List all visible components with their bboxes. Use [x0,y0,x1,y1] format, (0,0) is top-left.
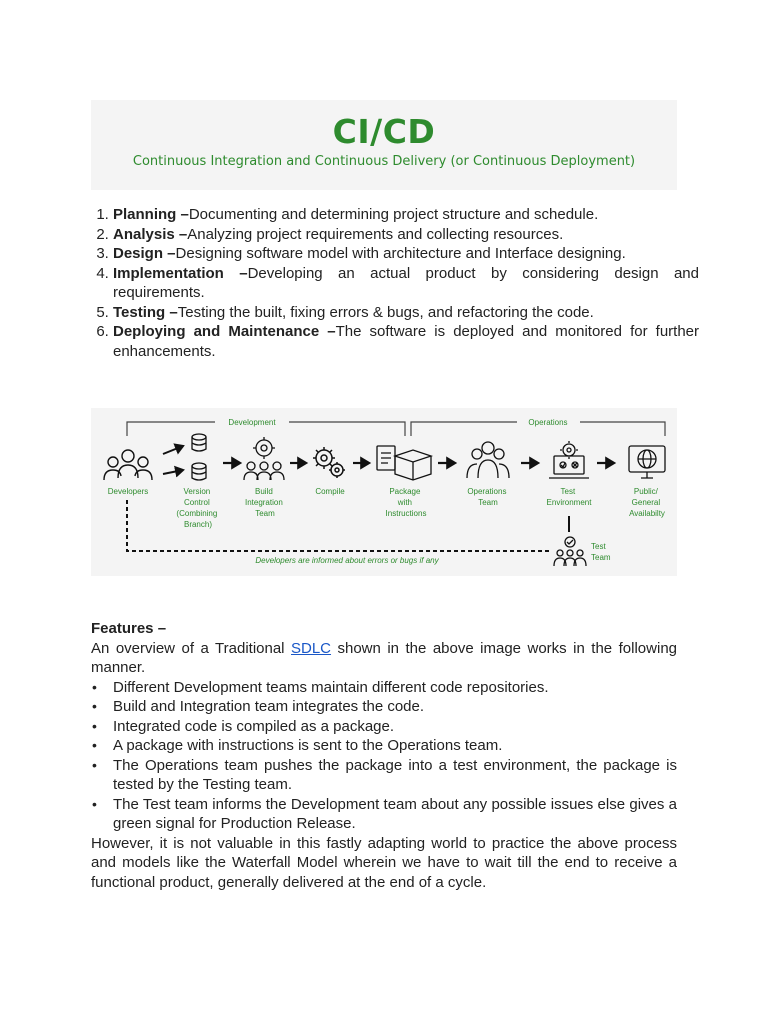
step-text: Analyzing project requirements and collecting resources. [187,225,564,243]
feature-bullet: • The Test team informs the Development team about any possible issues else gives a green signal for Production Release. [113,795,677,834]
database-icon [192,434,206,480]
developers-label: Developers [107,487,149,496]
step-design [113,244,699,264]
test-env-line: Environment [546,498,592,507]
gears-icon [313,447,345,478]
feature-bullet: • Different Development teams maintain different code repositories. [113,678,677,698]
intro-text: shown in the above image works in the following manner. [91,639,677,676]
features-bullets [91,678,677,834]
build-team-line: Team [255,509,275,518]
features-heading: Features – [91,620,167,637]
public-line: Public/ [633,487,658,496]
test-team-label [591,542,611,562]
build-team-line: Integration [244,498,283,507]
feature-bullet: • Build and Integration team integrates the code. [113,697,677,717]
sdlc-steps-list [91,205,699,361]
feedback-label: Developers are informed about errors or bugs if any [255,556,439,565]
package-line: Package [389,487,421,496]
step-text: Testing the built, fixing errors & bugs, and refactoring the code. [177,303,594,321]
step-text: Designing software model with architecture and Interface designing. [175,245,626,262]
step-text: Developing an actual product by considering design and requirements. [113,264,699,301]
version-control-line: (Combining [176,509,218,518]
sdlc-link[interactable]: SDLC [291,639,332,657]
version-control-line: Version [183,487,211,496]
build-team-icon [244,437,284,480]
test-env-label [547,487,593,507]
step-lead: Analysis – [113,225,188,243]
version-control-line: Branch) [183,520,213,529]
test-team-icon [554,537,586,566]
package-line: with [397,498,412,507]
step-analysis [113,225,699,245]
banner-subtitle: Continuous Integration and Continuous Delivery (or Continuous Deployment) [132,154,636,169]
pipeline-diagram [91,408,677,576]
build-team-label [245,487,285,518]
public-label [629,487,665,518]
operations-team-icon [467,442,509,478]
banner-title: CI/CD [332,112,436,151]
step-testing [113,303,699,323]
build-team-line: Build [254,487,273,496]
public-line: General [631,498,661,507]
operations-team-label [467,487,508,507]
package-icon [377,446,431,480]
version-control-label [176,487,219,529]
intro-text: An overview of a Traditional [91,639,291,657]
package-line: Instructions [385,509,427,518]
step-lead: Implementation – [113,264,248,282]
globe-monitor-icon [629,446,665,478]
compile-label: Compile [315,487,345,496]
step-implementation [113,264,699,303]
features-intro [91,639,677,678]
development-label: Development [228,418,276,427]
public-line: Availabilty [629,509,665,518]
feature-bullet: • Integrated code is compiled as a package. [113,717,677,737]
step-lead: Testing – [113,303,178,321]
step-lead: Design – [113,245,176,262]
step-deploying [113,322,699,361]
feature-bullet: • A package with instructions is sent to the Operations team. [113,736,677,756]
step-planning [113,205,699,225]
features-section [91,619,677,892]
step-text: Documenting and determining project structure and schedule. [188,206,599,223]
package-label [386,487,427,518]
developers-icon [104,450,152,480]
step-lead: Deploying and Maintenance – [113,323,336,340]
laptop-gear-icon [549,441,589,478]
operations-team-line: Operations [467,487,507,496]
test-team-line: Test [591,542,606,551]
feature-bullet: • The Operations team pushes the package into a test environment, the package is tested by the Testing team. [113,756,677,795]
step-lead: Planning – [113,206,189,223]
step-text: The software is deployed and monitored for further enhancements. [113,323,699,360]
version-control-line: Control [183,498,210,507]
operations-label: Operations [528,418,568,427]
test-env-line: Test [560,487,576,496]
operations-team-line: Team [478,498,498,507]
test-team-line: Team [591,553,611,562]
fork-arrow-icon [163,446,183,474]
cicd-banner [91,100,677,190]
features-closing: However, it is not valuable in this fastly adapting world to practice the above process and models like the Waterfall Model wherein we have to wait till the end to receive a functional product, generally delivered at the end of a cycle. [91,834,677,891]
